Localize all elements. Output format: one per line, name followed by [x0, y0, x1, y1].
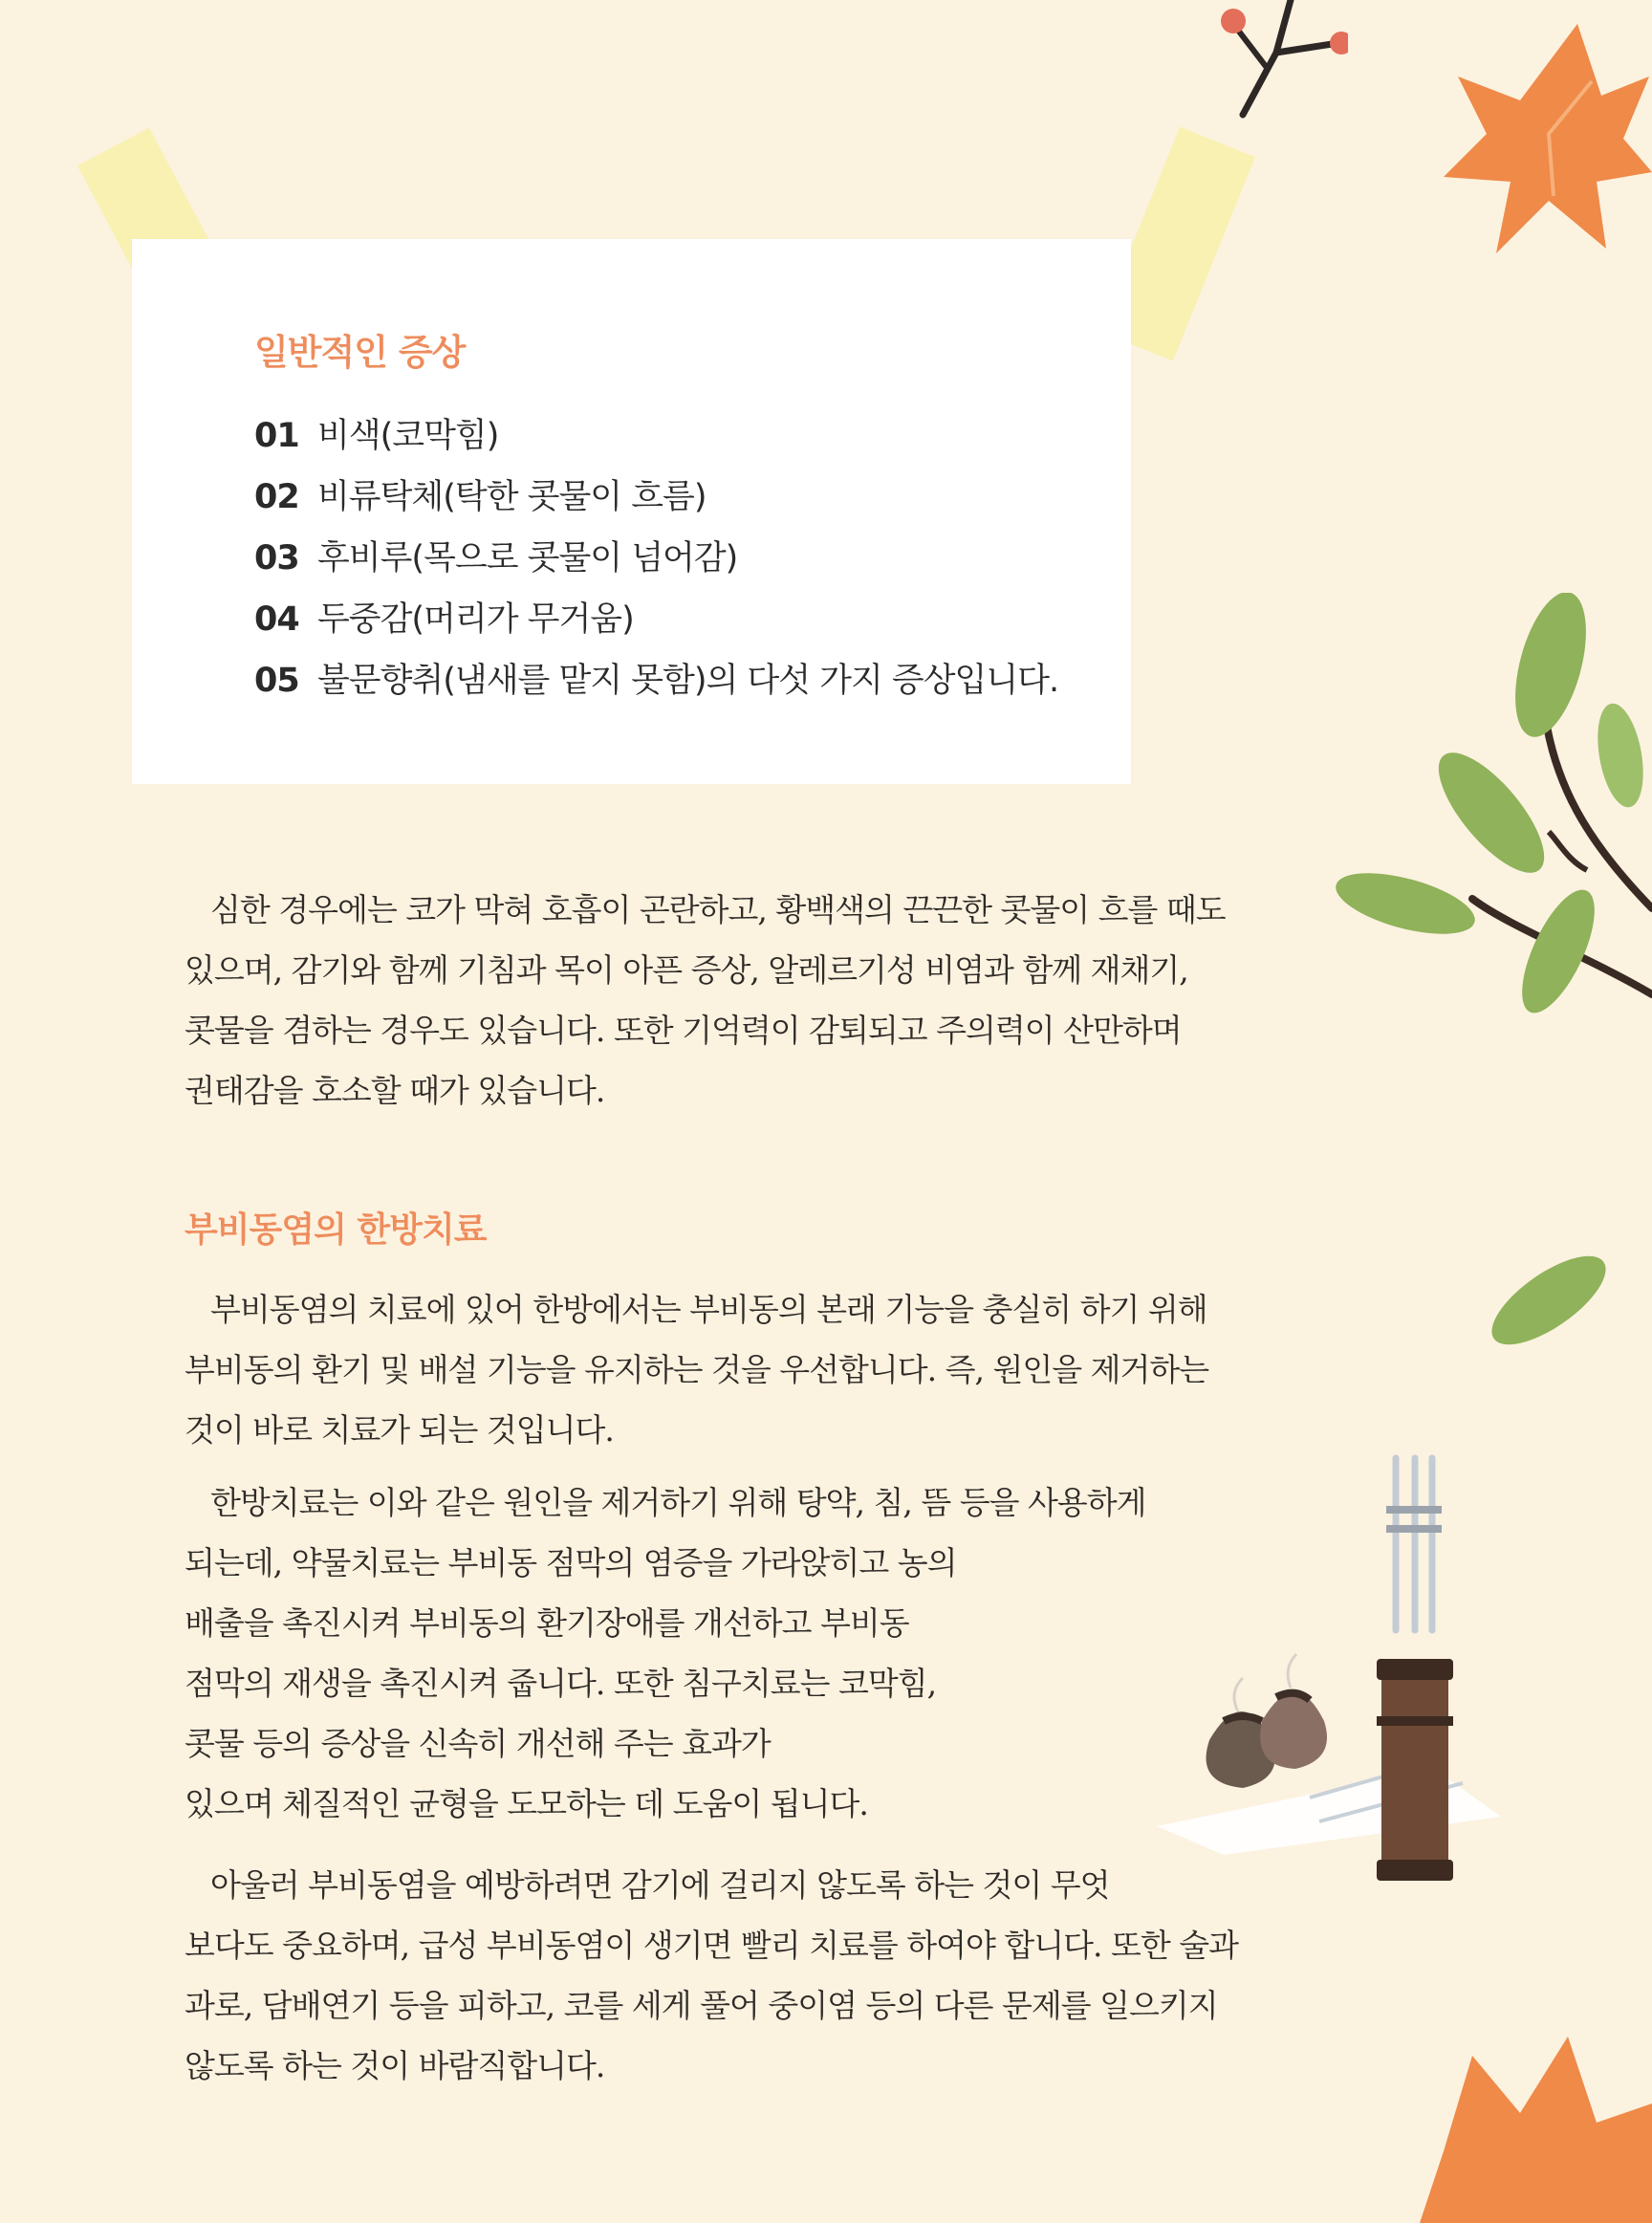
- treatment-paragraph-3: 아울러 부비동염을 예방하려면 감기에 걸리지 않도록 하는 것이 무엇 보다도 중요하며, 급성 부비동염이 생기면 빨리 치료를 하여야 합니다. 또한 술과 과로, 담배연기 등을 피하고, 코를 세게 풀어 중이염 등의 다른 문제를 일으키지 않도록 하는 것이 바람직합니다.: [185, 1866, 1238, 2084]
- treatment-paragraph-1: 부비동염의 치료에 있어 한방에서는 부비동의 본래 기능을 충실히 하기 위해 부비동의 환기 및 배설 기능을 유지하는 것을 우선합니다. 즉, 원인을 제거하는 것이 바로 치료가 되는 것입니다.: [185, 1291, 1209, 1449]
- green-leaf-branch-icon: [1300, 593, 1652, 1205]
- acupuncture-needle-case-icon: [1367, 1439, 1472, 1888]
- severe-symptoms-paragraph: 심한 경우에는 코가 막혀 호흡이 곤란하고, 황백색의 끈끈한 콧물이 흐를 때도 있으며, 감기와 함께 기침과 목이 아픈 증상, 알레르기성 비염과 함께 재채기, 콧물을 겸하는 경우도 있습니다. 또한 기억력이 감퇴되고 주의력이 산만하며 권태감을 호소할 때가 있습니다.: [185, 891, 1226, 1109]
- treatment-heading: 부비동염의 한방치료: [185, 1210, 487, 1250]
- symptom-list: [254, 409, 1058, 715]
- list-item: 02 비류탁체(탁한 콧물이 흐름): [254, 478, 706, 516]
- maple-leaf-icon: [1405, 2037, 1652, 2223]
- maple-leaf-icon: [1405, 19, 1652, 268]
- symptom-heading: 일반적인 증상: [254, 332, 466, 373]
- list-item: 03 후비루(목으로 콧물이 넘어감): [254, 539, 738, 578]
- list-item: 04 두중감(머리가 무거움): [254, 600, 634, 639]
- treatment-paragraph-2: 한방치료는 이와 같은 원인을 제거하기 위해 탕약, 침, 뜸 등을 사용하게 되는데, 약물치료는 부비동 점막의 염증을 가라앉히고 농의 배출을 촉진시켜 부비동의 환기장애를 개선하고 부비동 점막의 재생을 촉진시켜 줍니다. 또한 침구치료는 코막힘, 콧물 등의 증상을 신속히 개선해 주는 효과가 있으며 체질적인 균형을 도모하는 데 도움이 됩니다.: [185, 1484, 1146, 1822]
- green-leaf-icon: [1487, 1243, 1611, 1358]
- berry-branch-icon: [1205, 0, 1348, 124]
- list-item: 05 불문향취(냄새를 맡지 못함)의 다섯 가지 증상입니다.: [254, 662, 1059, 700]
- list-item: 01 비색(코막힘): [254, 417, 499, 455]
